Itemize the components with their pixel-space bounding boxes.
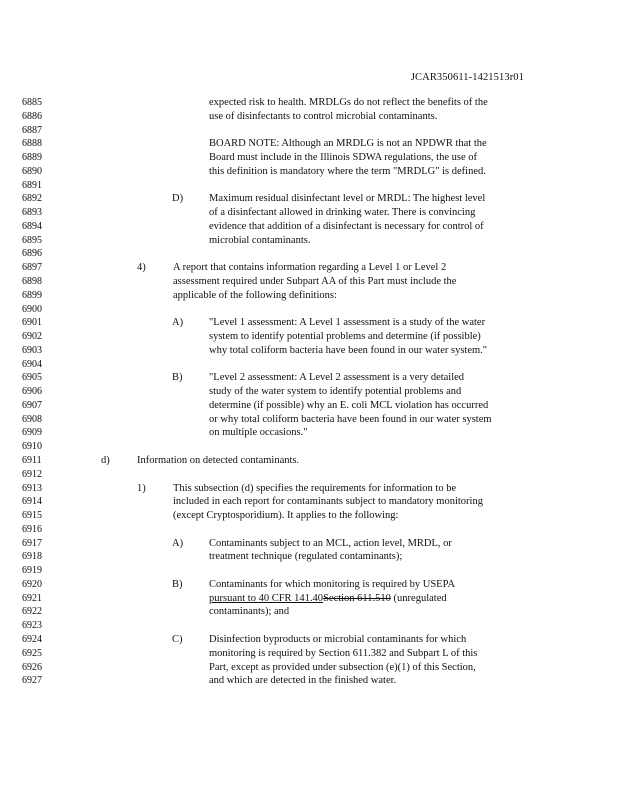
document-line [0,316,618,330]
document-line [0,413,618,427]
line-number: 6893 [22,207,42,219]
line-number: 6904 [22,358,42,370]
document-line [0,220,618,234]
document-line [0,674,618,688]
line-number: 6912 [22,468,42,480]
line-text: assessment required under Subpart AA of this Part must include the [173,276,457,287]
line-number: 6886 [22,110,42,122]
line-number: 6918 [22,551,42,563]
line-number: 6907 [22,399,42,411]
line-number: 6924 [22,634,42,646]
item-label: B) [172,578,183,590]
line-text: of a disinfectant allowed in drinking water. There is convincing [209,207,476,219]
line-number: 6920 [22,578,42,590]
line-text: A report that contains information regarding a Level 1 or Level 2 [173,262,447,274]
item-label: D) [172,193,184,205]
document-line [0,661,618,675]
document-line [0,261,618,275]
line-number: 6911 [22,455,42,467]
item-label: B) [172,372,183,384]
document-line [0,247,618,261]
line-number: 6905 [22,372,42,384]
document-line [0,289,618,303]
document-line [0,537,618,551]
line-number: 6900 [22,303,42,315]
line-number: 6913 [22,482,42,494]
line-text: and which are detected in the finished water. [209,675,397,687]
document-line [0,426,618,440]
document-line [0,192,618,206]
document-line [0,647,618,661]
line-number: 6910 [22,441,42,453]
document-line [0,440,618,454]
line-number: 6896 [22,248,42,260]
document-line [0,124,618,138]
line-number: 6925 [22,647,42,659]
line-number: 6887 [22,124,42,136]
line-text: evidence that addition of a disinfectant is necessary for control of [209,220,484,232]
line-text: This subsection (d) specifies the requirements for information to be [173,482,457,494]
line-text [209,592,447,606]
line-text-tail: (unregulated [390,592,447,604]
document-line [0,619,618,633]
line-text: Information on detected contaminants. [137,455,300,467]
document-line [0,564,618,578]
line-text: Board must include in the Illinois SDWA regulations, the use of [209,152,478,164]
document-line [0,344,618,358]
item-label: C) [172,634,183,646]
document-line [0,206,618,220]
document-line [0,303,618,317]
line-number: 6901 [22,317,42,329]
line-text: determine (if possible) why an E. coli MCL violation has occurred [209,399,489,411]
line-number: 6917 [22,537,42,549]
line-text: this definition is mandatory where the term "MRDLG" is defined. [209,165,486,177]
document-line [0,633,618,647]
line-number: 6885 [22,97,42,108]
document-line [0,482,618,496]
line-text: expected risk to health. MRDLGs do not reflect the benefits of the [209,97,488,108]
line-text: "Level 2 assessment: A Level 2 assessment is a very detailed [209,372,465,384]
line-number: 6898 [22,276,42,287]
line-number: 6906 [22,386,42,398]
line-text: contaminants); and [209,606,290,618]
document-line [0,454,618,468]
line-number: 6922 [22,606,42,618]
line-number: 6908 [22,413,42,425]
item-label: 1) [137,482,146,494]
line-text: microbial contaminants. [209,234,311,246]
line-text: Contaminants for which monitoring is required by USEPA [209,578,456,590]
line-number: 6915 [22,510,42,522]
document-line [0,358,618,372]
line-number: 6903 [22,344,42,356]
line-text: (except Cryptosporidium). It applies to the following: [173,510,399,522]
line-text: BOARD NOTE: Although an MRDLG is not an NPDWR that the [209,138,487,150]
line-number: 6921 [22,592,42,604]
line-number: 6919 [22,565,42,577]
line-number: 6894 [22,220,42,232]
line-text: on multiple occasions." [209,427,308,439]
line-number: 6923 [22,620,42,632]
line-number: 6916 [22,523,42,535]
document-line [0,151,618,165]
document-line [0,495,618,509]
document-line [0,110,618,124]
document-line [0,605,618,619]
document-line [0,468,618,482]
document-line [0,165,618,179]
line-text: why total coliform bacteria have been found in our water system." [209,344,488,356]
item-label: A) [172,317,184,329]
line-number: 6899 [22,289,42,301]
line-number: 6889 [22,152,42,164]
document-line [0,137,618,151]
item-label: 4) [137,262,146,274]
document-line [0,330,618,344]
line-text: Contaminants subject to an MCL, action level, MRDL, or [209,537,452,549]
inserted-text: pursuant to 40 CFR 141.40 [209,592,324,604]
line-number: 6926 [22,661,42,673]
document-line [0,592,618,606]
line-text: treatment technique (regulated contaminants); [209,551,403,563]
document-line [0,96,618,110]
line-text: "Level 1 assessment: A Level 1 assessment is a study of the water [209,317,486,329]
item-label: A) [172,537,184,549]
line-text: or why total coliform bacteria have been found in our water system [209,413,492,425]
document-line [0,179,618,193]
document-line [0,399,618,413]
line-text: system to identify potential problems and determine (if possible) [209,331,481,343]
line-text: Maximum residual disinfectant level or MRDL: The highest level [209,193,486,205]
line-number: 6891 [22,179,42,191]
line-text: monitoring is required by Section 611.382 and Subpart L of this [209,647,478,659]
line-text: applicable of the following definitions: [173,289,337,301]
line-number: 6909 [22,427,42,439]
document-line [0,509,618,523]
document-line [0,371,618,385]
line-number: 6888 [22,138,42,150]
line-text: study of the water system to identify potential problems and [209,386,462,398]
line-number: 6902 [22,331,42,343]
deleted-text: Section 611.510 [323,592,391,604]
line-number: 6890 [22,165,42,177]
line-number: 6895 [22,234,42,246]
document-line [0,523,618,537]
line-number: 6892 [22,193,42,205]
document-id: JCAR350611-1421513r01 [410,72,524,83]
line-text: use of disinfectants to control microbial contaminants. [209,110,438,122]
document-line [0,234,618,248]
document-line [0,275,618,289]
line-number: 6897 [22,262,42,274]
line-number: 6927 [22,675,42,687]
line-text: Disinfection byproducts or microbial contaminants for which [209,634,467,646]
line-number: 6914 [22,496,42,508]
document-line [0,385,618,399]
document-line [0,578,618,592]
item-label: d) [101,455,110,467]
line-text: Part, except as provided under subsection (e)(1) of this Section, [209,661,476,673]
line-text: included in each report for contaminants subject to mandatory monitoring [173,496,483,508]
document-line [0,550,618,564]
